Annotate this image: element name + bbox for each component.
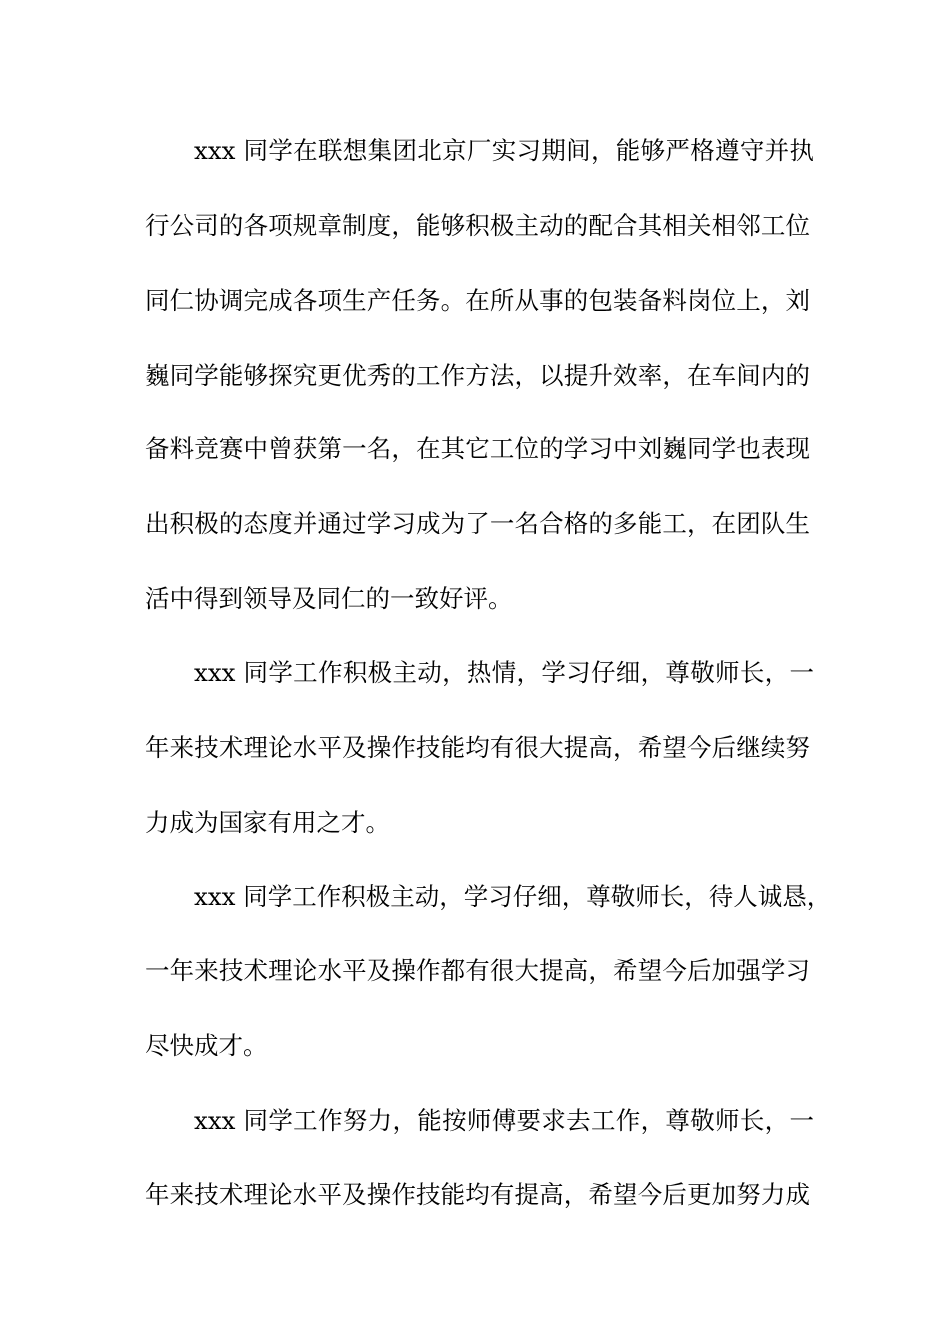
text-line: 一年来技术理论水平及操作都有很大提高，希望今后加强学习 [145,956,810,985]
text-line: 尽快成才。 [145,1031,268,1060]
text-line: 出积极的态度并通过学习成为了一名合格的多能工，在团队生 [145,509,810,538]
text-line: xxx 同学工作努力，能按师傅要求去工作，尊敬师长，一 [194,1106,814,1135]
text-line: 年来技术理论水平及操作技能均有提高，希望今后更加努力成 [145,1180,810,1209]
text-line: 力成为国家有用之才。 [145,808,390,837]
text-line: xxx 同学在联想集团北京厂实习期间，能够严格遵守并执 [194,136,814,165]
text-line: 同仁协调完成各项生产任务。在所从事的包装备料岗位上，刘 [145,286,810,315]
text-line: 行公司的各项规章制度，能够积极主动的配合其相关相邻工位 [145,211,810,240]
text-line: 活中得到领导及同仁的一致好评。 [145,584,513,613]
text-line: xxx 同学工作积极主动，学习仔细，尊敬师长，待人诚恳， [194,882,832,911]
text-line: xxx 同学工作积极主动，热情，学习仔细，尊敬师长，一 [194,658,814,687]
text-line: 年来技术理论水平及操作技能均有很大提高，希望今后继续努 [145,733,810,762]
text-line: 巍同学能够探究更优秀的工作方法，以提升效率，在车间内的 [145,361,810,390]
text-line: 备料竞赛中曾获第一名，在其它工位的学习中刘巍同学也表现 [145,434,810,463]
